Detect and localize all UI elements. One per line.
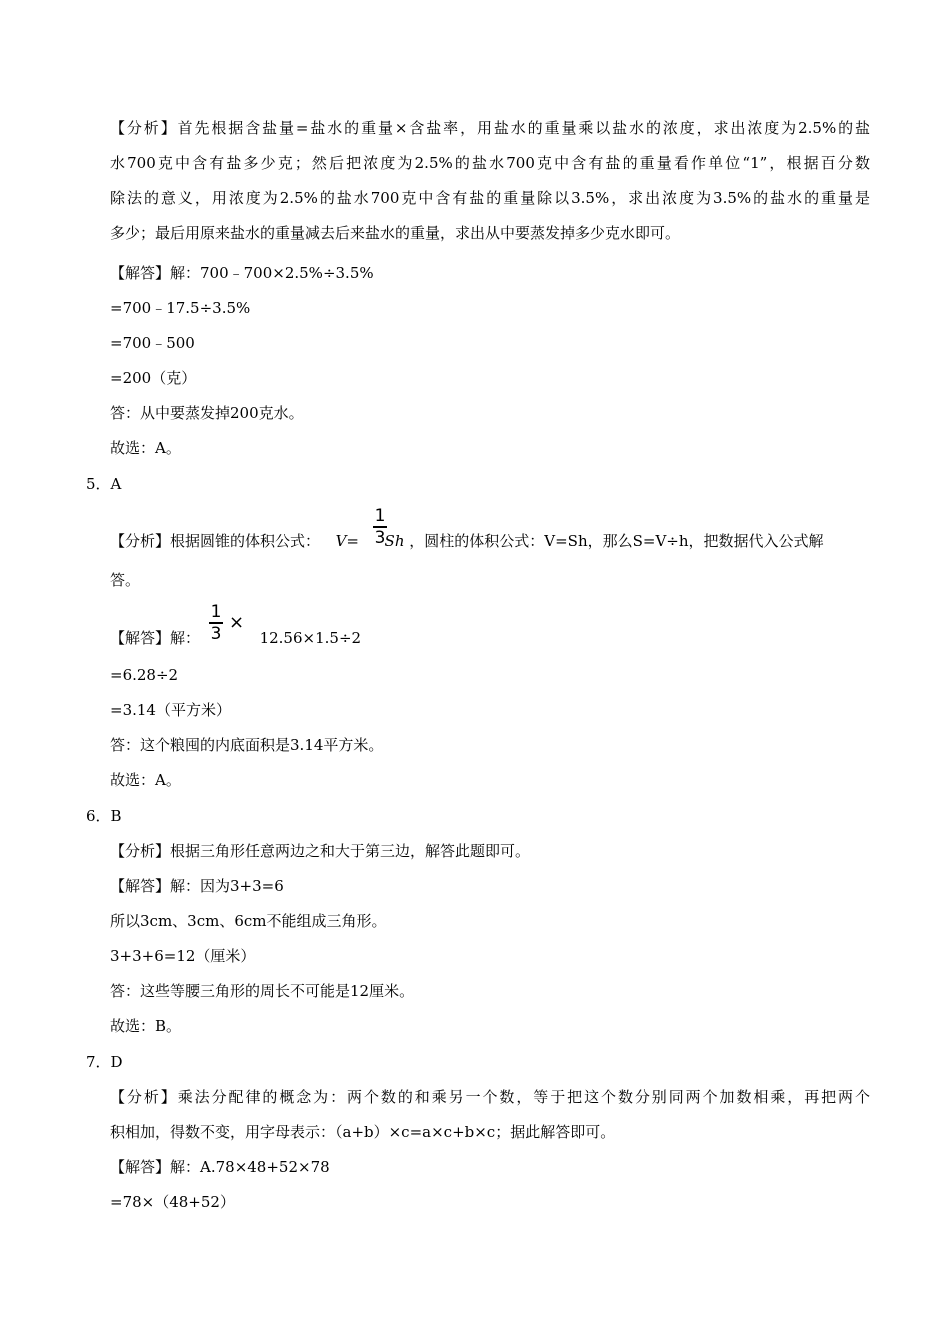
q5-sol-frac-denominator: 3 bbox=[210, 623, 222, 644]
q5-sol-frac-numerator: 1 bbox=[210, 602, 222, 622]
q7-solution-line-2: =78×（48+52） bbox=[110, 1193, 235, 1211]
q4-solution-line-4: =200（克） bbox=[110, 369, 197, 387]
q6-answer: 答：这些等腰三角形的周长不可能是12厘米。 bbox=[110, 982, 415, 1000]
q6-number: 6．B bbox=[86, 807, 122, 825]
q5-solution-line-2: =6.28÷2 bbox=[110, 666, 179, 684]
q6-solution-line-3: 3+3+6=12（厘米） bbox=[110, 947, 256, 965]
q4-answer: 答：从中要蒸发掉200克水。 bbox=[110, 404, 304, 422]
q5-solution-fraction bbox=[209, 603, 223, 643]
q5-analysis-suffix: ，圆柱的体积公式：V=Sh，那么S=V÷h，把数据代入公式解 bbox=[409, 532, 824, 550]
q4-solution-line-1: 【解答】解：700﹣700×2.5%÷3.5% bbox=[110, 264, 374, 282]
q4-choice: 故选：A。 bbox=[110, 439, 181, 457]
q5-solution-line-3: =3.14（平方米） bbox=[110, 701, 231, 719]
q7-solution-line-1: 【解答】解：A.78×48+52×78 bbox=[110, 1158, 330, 1176]
q7-analysis-line-1: 【分析】乘法分配律的概念为：两个数的和乘另一个数，等于把这个数分别同两个加数相乘，再把两个 bbox=[110, 1088, 870, 1106]
q4-analysis-line-3: 除法的意义，用浓度为2.5%的盐水700克中含有盐的重量除以3.5%，求出浓度为3.5%的盐水的重量是 bbox=[110, 189, 870, 207]
q6-solution-line-1: 【解答】解：因为3+3=6 bbox=[110, 877, 284, 895]
q5-analysis-line-1 bbox=[110, 531, 824, 551]
q5-fraction-one-third bbox=[373, 507, 387, 547]
q5-frac-numerator: 1 bbox=[374, 506, 386, 526]
q5-formula-v: V= bbox=[335, 532, 359, 550]
q5-times-sign: × bbox=[229, 612, 245, 633]
q5-solution-expr: 12.56×1.5÷2 bbox=[259, 629, 362, 647]
q6-solution-line-2: 所以3cm、3cm、6cm不能组成三角形。 bbox=[110, 912, 387, 930]
q7-analysis-line-2: 积相加，得数不变，用字母表示：（a+b）×c=a×c+b×c；据此解答即可。 bbox=[110, 1123, 616, 1141]
q5-solution-prefix: 【解答】解： bbox=[110, 629, 201, 647]
q5-number: 5．A bbox=[86, 475, 122, 493]
q4-analysis-line-2: 水700克中含有盐多少克；然后把浓度为2.5%的盐水700克中含有盐的重量看作单位“1”，根据百分数 bbox=[110, 154, 870, 172]
q4-analysis-line-4: 多少；最后用原来盐水的重量减去后来盐水的重量，求出从中要蒸发掉多少克水即可。 bbox=[110, 224, 681, 242]
q5-frac-denominator: 3 bbox=[374, 527, 386, 548]
q6-choice: 故选：B。 bbox=[110, 1017, 182, 1035]
q5-analysis-line-2: 答。 bbox=[110, 571, 141, 589]
q4-analysis-line-1: 【分析】首先根据含盐量=盐水的重量×含盐率，用盐水的重量乘以盐水的浓度，求出浓度为2.5%的盐 bbox=[110, 119, 870, 137]
q5-answer: 答：这个粮囤的内底面积是3.14平方米。 bbox=[110, 736, 384, 754]
q4-solution-line-2: =700﹣17.5÷3.5% bbox=[110, 299, 251, 317]
q5-formula-sh: Sh bbox=[384, 532, 405, 550]
q6-analysis: 【分析】根据三角形任意两边之和大于第三边，解答此题即可。 bbox=[110, 842, 531, 860]
q7-number: 7．D bbox=[86, 1053, 123, 1071]
q5-analysis-prefix: 【分析】根据圆锥的体积公式： bbox=[110, 532, 321, 550]
q5-choice: 故选：A。 bbox=[110, 771, 181, 789]
q4-solution-line-3: =700﹣500 bbox=[110, 334, 195, 352]
